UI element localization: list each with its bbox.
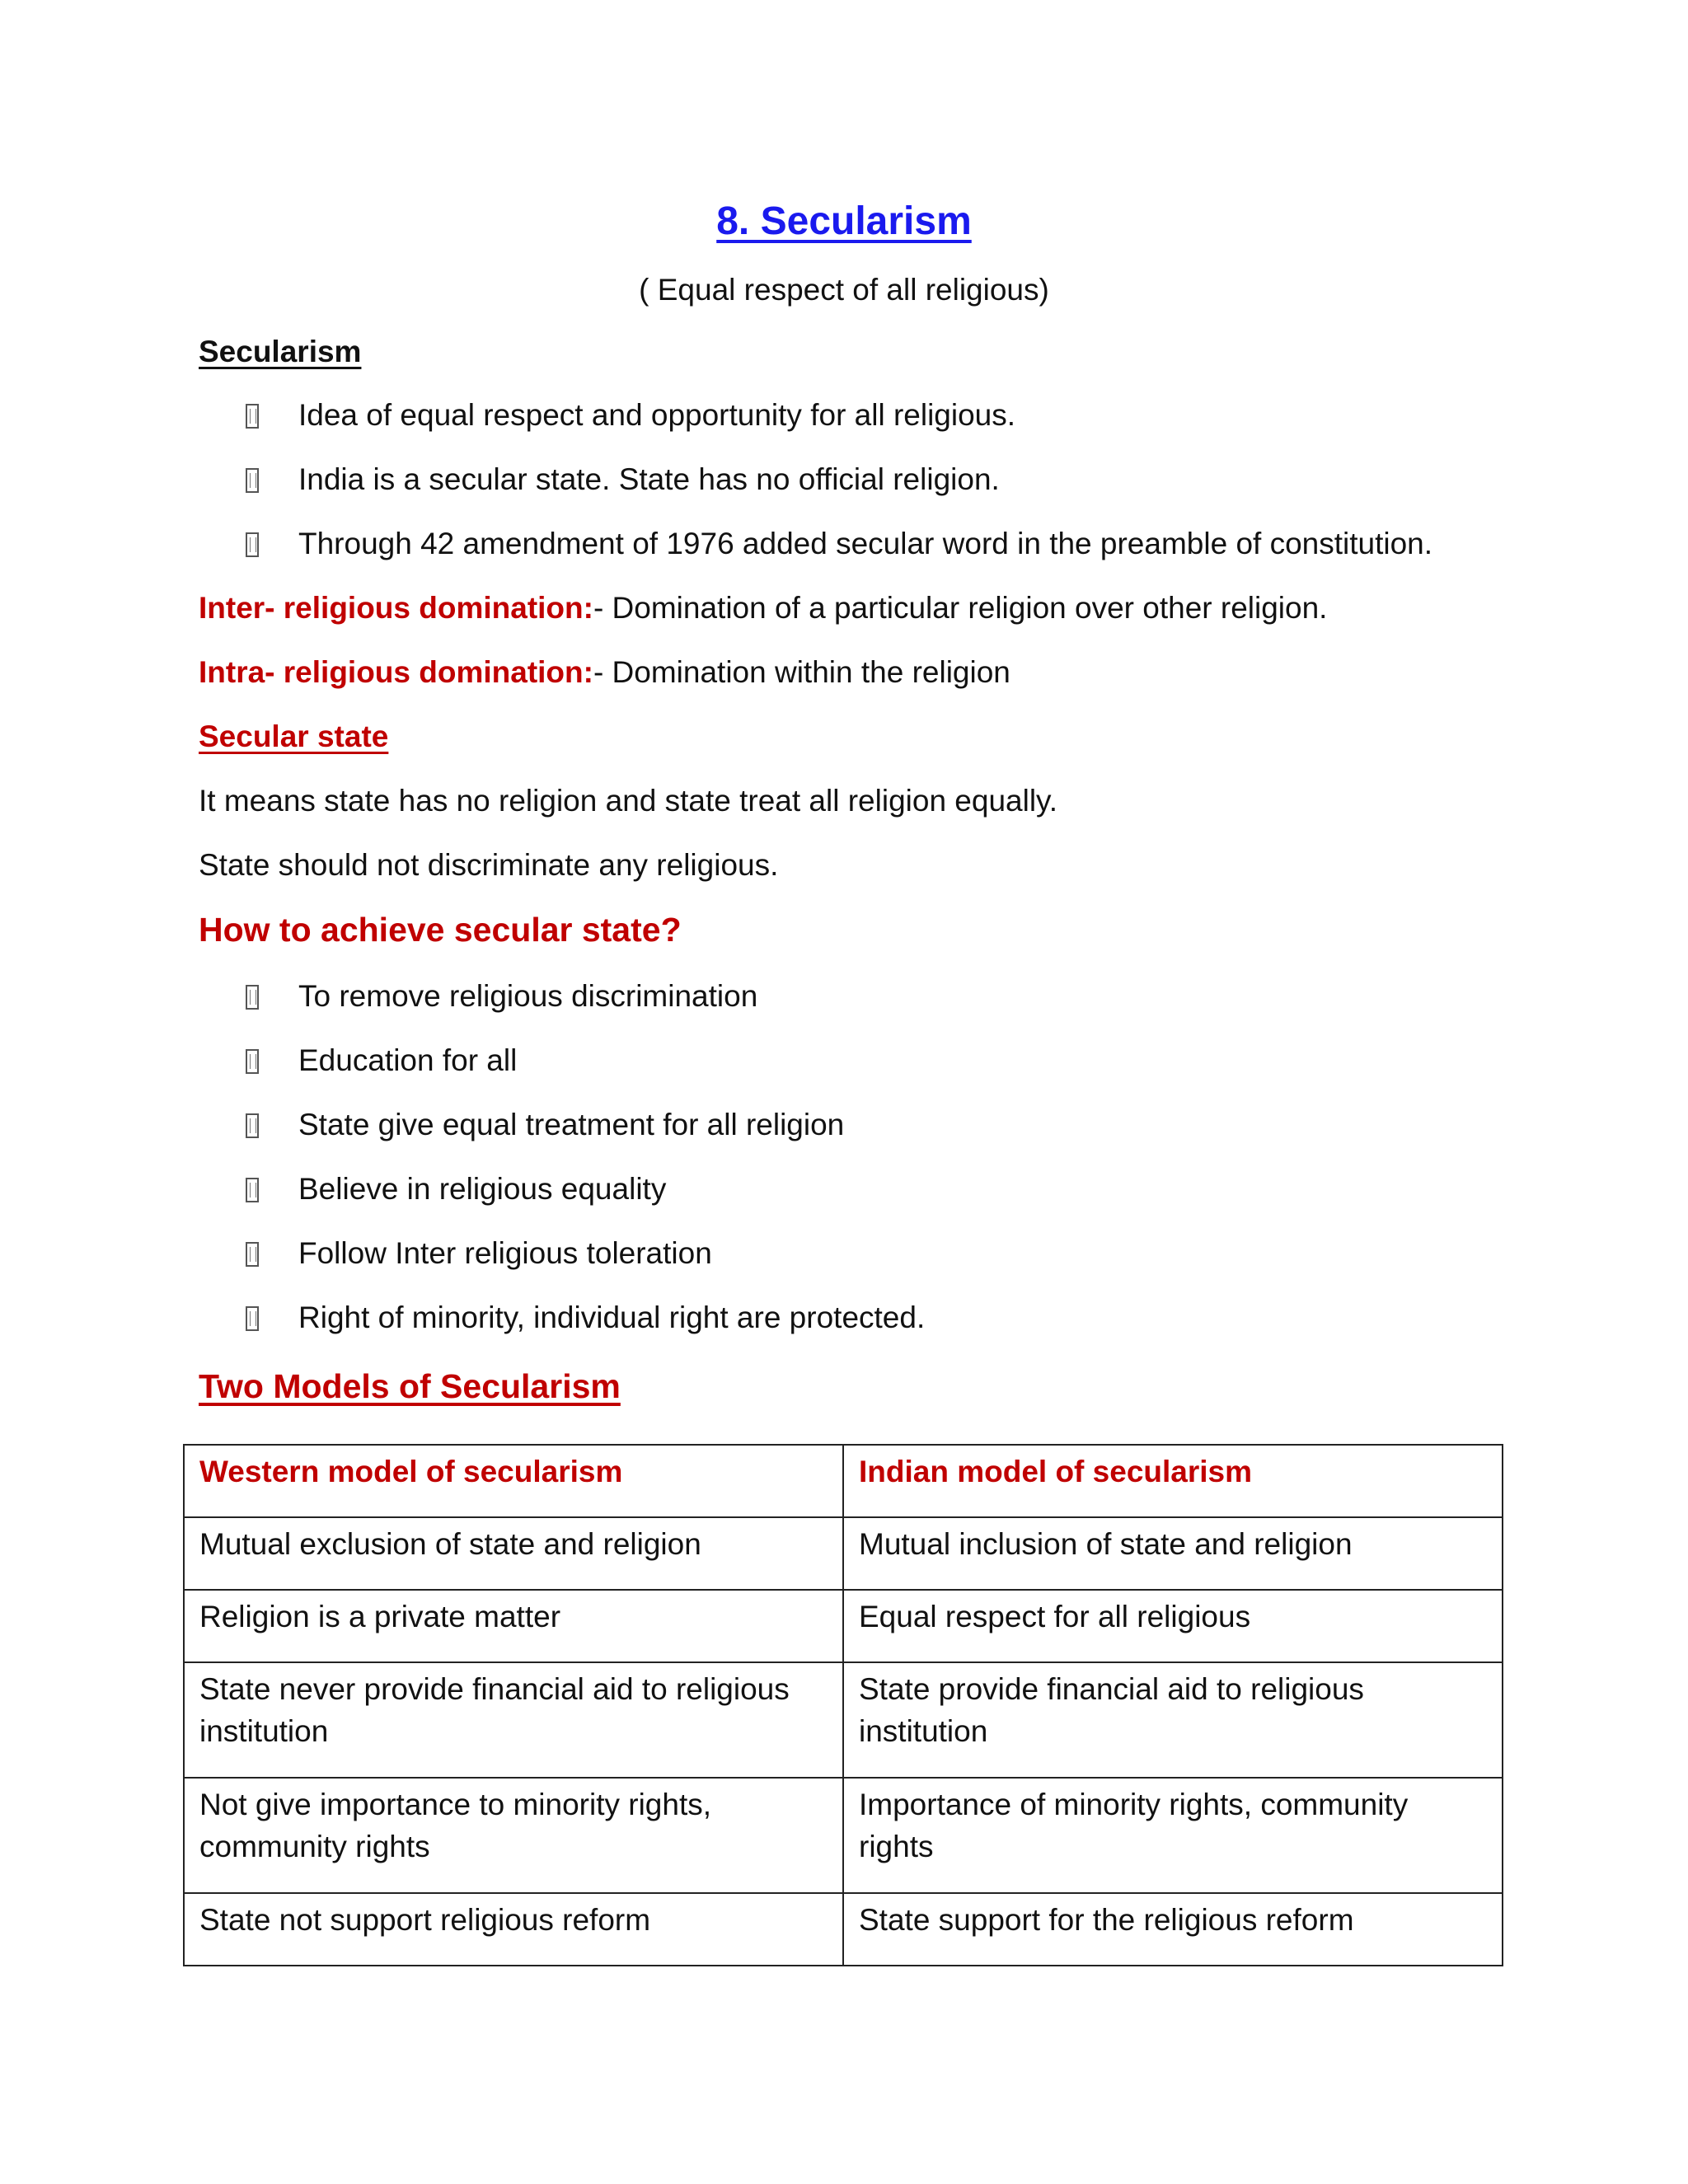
table-cell: State provide financial aid to religious institution — [843, 1662, 1503, 1778]
list-item-text: Education for all — [298, 1043, 518, 1077]
list-item — [246, 523, 1433, 565]
intra-religious-definition — [199, 652, 1010, 693]
bullet-glyph-icon — [246, 985, 259, 1010]
list-item — [246, 1233, 712, 1274]
bullet-glyph-icon — [246, 1178, 259, 1202]
table-cell: Mutual inclusion of state and religion — [843, 1517, 1503, 1590]
definition-text: - Domination within the religion — [593, 655, 1010, 689]
definition-text: - Domination of a particular religion over other religion. — [593, 591, 1328, 625]
table-cell: State never provide financial aid to religious institution — [184, 1662, 843, 1778]
list-item — [246, 1040, 518, 1081]
list-item-text: Through 42 amendment of 1976 added secular word in the preamble of constitution. — [298, 527, 1433, 560]
bullet-glyph-icon — [246, 468, 259, 493]
table-cell: Mutual exclusion of state and religion — [184, 1517, 843, 1590]
achieve-heading: How to achieve secular state? — [199, 911, 682, 949]
secularism-heading: Secularism — [199, 335, 362, 368]
list-item-text: Believe in religious equality — [298, 1172, 667, 1206]
definition-term: Inter- religious domination: — [199, 591, 593, 625]
table-cell: State not support religious reform — [184, 1893, 843, 1966]
table-cell: Not give importance to minority rights, community rights — [184, 1778, 843, 1893]
secular-state-line: It means state has no religion and state treat all religion equally. — [199, 784, 1058, 818]
list-item-text: India is a secular state. State has no official religion. — [298, 462, 1000, 496]
definition-term: Intra- religious domination: — [199, 655, 593, 689]
bullet-glyph-icon — [246, 1306, 259, 1331]
bullet-glyph-icon — [246, 404, 259, 429]
table-row — [184, 1893, 1503, 1966]
list-item — [246, 459, 1000, 500]
list-item-text: State give equal treatment for all religion — [298, 1108, 845, 1141]
table-cell: State support for the religious reform — [843, 1893, 1503, 1966]
secular-state-heading: Secular state — [199, 719, 389, 753]
table-header-cell: Indian model of secularism — [843, 1445, 1503, 1517]
list-item — [246, 395, 1016, 436]
bullet-glyph-icon — [246, 1049, 259, 1074]
table-row — [184, 1590, 1503, 1662]
secular-state-line: State should not discriminate any religious. — [199, 848, 779, 882]
table-cell: Importance of minority rights, community rights — [843, 1778, 1503, 1893]
document-subtitle: ( Equal respect of all religious) — [639, 273, 1049, 307]
models-heading: Two Models of Secularism — [199, 1367, 621, 1405]
list-item-text: Right of minority, individual right are protected. — [298, 1301, 926, 1334]
document-title: 8. Secularism — [716, 199, 972, 243]
list-item — [246, 976, 758, 1017]
table-cell: Religion is a private matter — [184, 1590, 843, 1662]
table-row — [184, 1517, 1503, 1590]
bullet-glyph-icon — [246, 532, 259, 557]
table-header-row — [184, 1445, 1503, 1517]
list-item — [246, 1169, 667, 1210]
table-header-cell: Western model of secularism — [184, 1445, 843, 1517]
list-item — [246, 1104, 845, 1146]
models-table — [183, 1444, 1503, 1966]
inter-religious-definition — [199, 588, 1327, 629]
list-item — [246, 1297, 926, 1338]
table-row — [184, 1778, 1503, 1893]
list-item-text: Follow Inter religious toleration — [298, 1236, 712, 1270]
list-item-text: Idea of equal respect and opportunity for all religious. — [298, 398, 1016, 432]
table-cell: Equal respect for all religious — [843, 1590, 1503, 1662]
list-item-text: To remove religious discrimination — [298, 979, 758, 1013]
bullet-glyph-icon — [246, 1242, 259, 1267]
table-row — [184, 1662, 1503, 1778]
bullet-glyph-icon — [246, 1113, 259, 1138]
